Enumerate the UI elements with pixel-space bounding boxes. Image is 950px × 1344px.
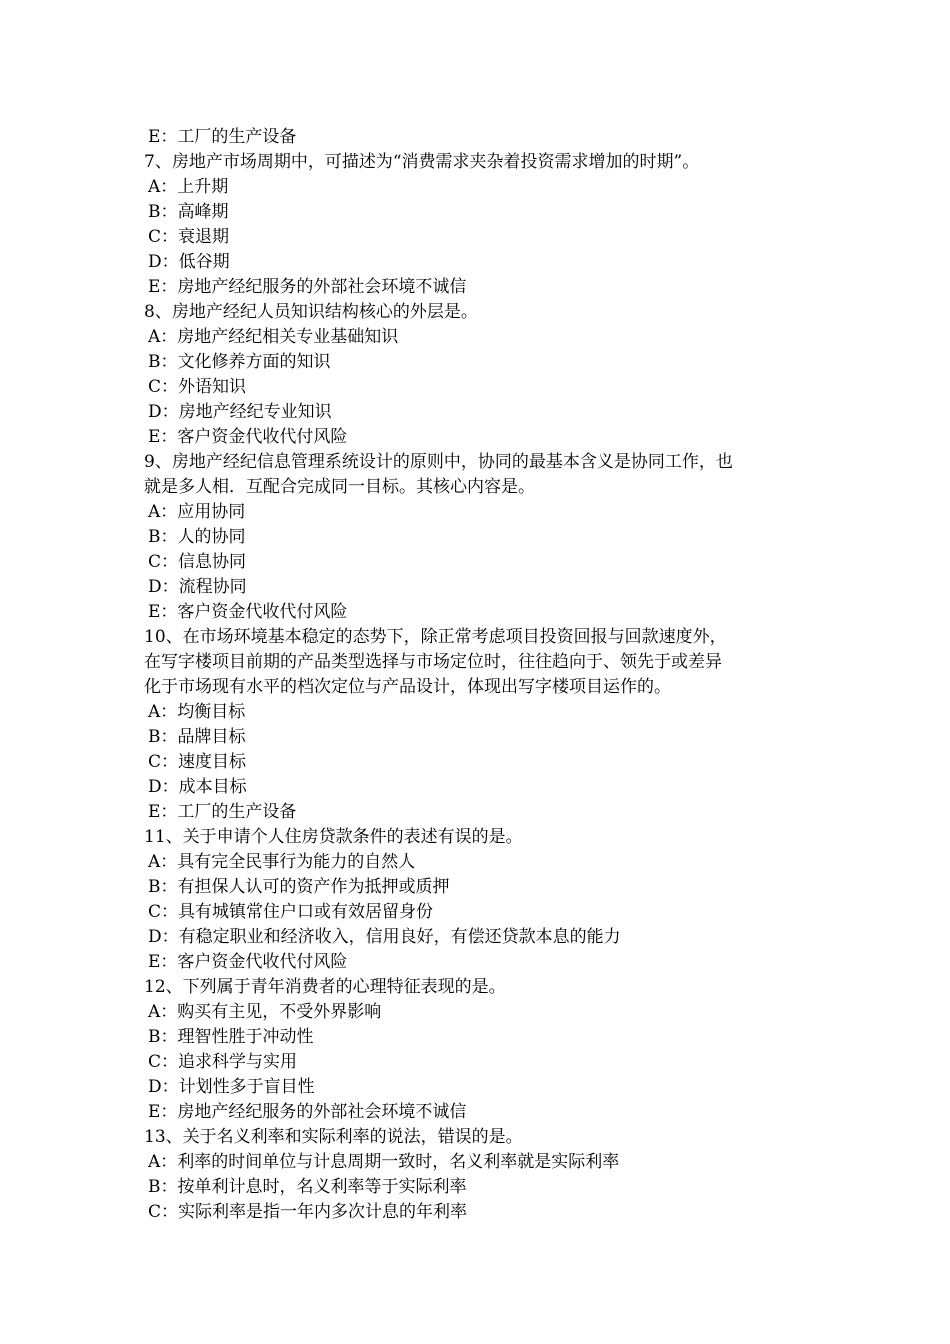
answer-option-line: E：客户资金代收代付风险 [148, 427, 348, 447]
answer-option-line: E：客户资金代收代付风险 [148, 952, 348, 972]
question-text-line: 7、房地产市场周期中，可描述为“消费需求夹杂着投资需求增加的时期”。 [144, 152, 700, 172]
answer-option-line: B：高峰期 [148, 202, 229, 222]
answer-option-line: B：有担保人认可的资产作为抵押或质押 [148, 877, 450, 897]
question-text-line: 11、关于申请个人住房贷款条件的表述有误的是。 [144, 827, 523, 847]
answer-option-line: B：按单利计息时，名义利率等于实际利率 [148, 1177, 467, 1197]
answer-option-line: C：衰退期 [148, 227, 230, 247]
question-text-line: 8、房地产经纪人员知识结构核心的外层是。 [144, 302, 478, 322]
answer-option-line: C：实际利率是指一年内多次计息的年利率 [148, 1202, 468, 1222]
answer-option-line: C：外语知识 [148, 377, 247, 397]
answer-option-line: B：品牌目标 [148, 727, 246, 747]
answer-option-line: D：流程协同 [148, 577, 247, 597]
answer-option-line: E：工厂的生产设备 [148, 127, 297, 147]
question-text-line: 10、在市场环境基本稳定的态势下，除正常考虑项目投资回报与回款速度外， [144, 627, 727, 647]
answer-option-line: B：文化修养方面的知识 [148, 352, 331, 372]
answer-option-line: A：应用协同 [148, 502, 246, 522]
answer-option-line: A：均衡目标 [148, 702, 246, 722]
answer-option-line: C：速度目标 [148, 752, 247, 772]
answer-option-line: C：具有城镇常住户口或有效居留身份 [148, 902, 434, 922]
answer-option-line: B：人的协同 [148, 527, 246, 547]
answer-option-line: D：计划性多于盲目性 [148, 1077, 315, 1097]
question-text-line: 13、关于名义利率和实际利率的说法，错误的是。 [144, 1127, 523, 1147]
question-text-line: 化于市场现有水平的档次定位与产品设计，体现出写字楼项目运作的。 [144, 677, 671, 697]
answer-option-line: D：有稳定职业和经济收入，信用良好，有偿还贷款本息的能力 [148, 927, 621, 947]
answer-option-line: E：房地产经纪服务的外部社会环境不诚信 [148, 1102, 467, 1122]
answer-option-line: A：房地产经纪相关专业基础知识 [148, 327, 399, 347]
document-body [144, 125, 809, 1225]
answer-option-line: C：信息协同 [148, 552, 247, 572]
answer-option-line: E：客户资金代收代付风险 [148, 602, 348, 622]
answer-option-line: B：理智性胜于冲动性 [148, 1027, 314, 1047]
answer-option-line: A：上升期 [148, 177, 229, 197]
answer-option-line: D：房地产经纪专业知识 [148, 402, 332, 422]
question-text-line: 就是多人相．互配合完成同一目标。其核心内容是。 [144, 477, 535, 497]
answer-option-line: E：房地产经纪服务的外部社会环境不诚信 [148, 277, 467, 297]
question-text-line: 在写字楼项目前期的产品类型选择与市场定位时，往往趋向于、领先于或差异 [144, 652, 722, 672]
answer-option-line: C：追求科学与实用 [148, 1052, 298, 1072]
answer-option-line: E：工厂的生产设备 [148, 802, 297, 822]
answer-option-line: A：购买有主见，不受外界影响 [148, 1002, 382, 1022]
question-text-line: 12、下列属于青年消费者的心理特征表现的是。 [144, 977, 506, 997]
answer-option-line: D：成本目标 [148, 777, 247, 797]
question-text-line: 9、房地产经纪信息管理系统设计的原则中，协同的最基本含义是协同工作，也 [144, 452, 733, 472]
answer-option-line: D：低谷期 [148, 252, 230, 272]
answer-option-line: A：利率的时间单位与计息周期一致时，名义利率就是实际利率 [148, 1152, 620, 1172]
answer-option-line: A：具有完全民事行为能力的自然人 [148, 852, 416, 872]
